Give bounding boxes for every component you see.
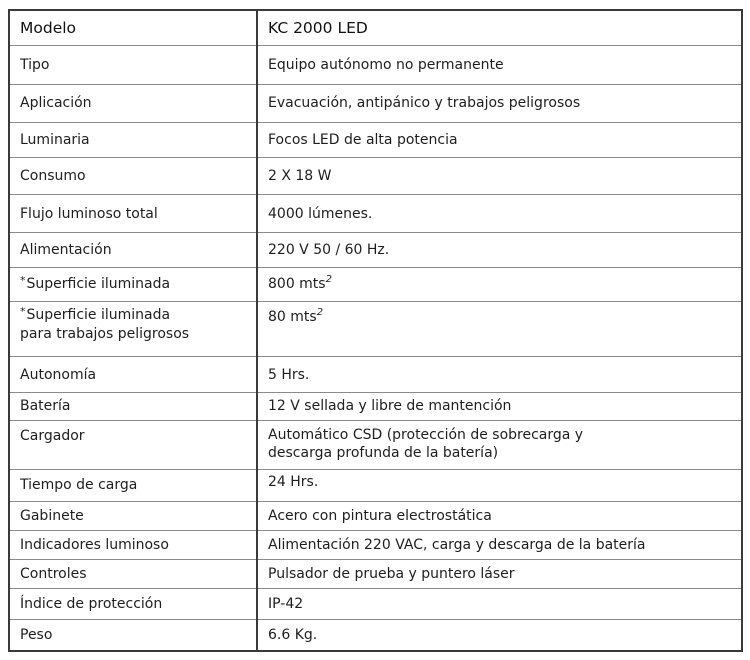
spec-label-text: Tipo (20, 57, 50, 74)
asterisk-mark: * (20, 305, 26, 319)
spec-label (9, 559, 257, 588)
table-row (9, 392, 742, 420)
table-row (9, 157, 742, 194)
spec-value (257, 392, 742, 420)
spec-value-text: 12 V sellada y libre de mantención (268, 398, 512, 415)
spec-value (257, 501, 742, 530)
spec-label-text: Indicadores luminoso (20, 536, 169, 553)
spec-value (257, 559, 742, 588)
spec-label (9, 10, 257, 45)
spec-label-text: Peso (20, 627, 53, 644)
spec-label (9, 268, 257, 302)
table-row (9, 420, 742, 469)
spec-label-text: Batería (20, 398, 71, 415)
header-row (9, 10, 742, 45)
spec-value (257, 420, 742, 469)
spec-value (257, 232, 742, 267)
spec-value (257, 195, 742, 232)
spec-label-text-line2: para trabajos peligrosos (20, 326, 190, 343)
table-row (9, 501, 742, 530)
spec-value-text-line2: descarga profunda de la batería) (268, 444, 499, 461)
spec-label (9, 420, 257, 469)
spec-value (257, 469, 742, 501)
spec-value (257, 530, 742, 559)
table-row (9, 268, 742, 302)
table-row (9, 45, 742, 84)
spec-label-text: Índice de protección (20, 596, 163, 613)
superscript: 2 (325, 273, 332, 285)
spec-label-text: Alimentación (20, 241, 112, 258)
table-row (9, 232, 742, 267)
spec-value (257, 620, 742, 651)
superscript: 2 (316, 307, 324, 319)
spec-value (257, 268, 742, 302)
spec-value-text: 4000 lúmenes. (268, 205, 373, 222)
spec-label-text: Superficie iluminada (26, 276, 171, 293)
spec-value (257, 302, 742, 357)
spec-label (9, 530, 257, 559)
table-row (9, 357, 742, 392)
table-row (9, 195, 742, 232)
table-row (9, 122, 742, 157)
spec-value-text: 5 Hrs. (268, 366, 310, 383)
table-row (9, 620, 742, 651)
spec-value-text: 6.6 Kg. (268, 627, 318, 644)
spec-label-text: Luminaria (20, 131, 90, 148)
spec-value (257, 10, 742, 45)
spec-value-text: Equipo autónomo no permanente (268, 57, 504, 74)
spec-value-text: KC 2000 LED (268, 18, 368, 37)
spec-value (257, 45, 742, 84)
spec-value (257, 589, 742, 620)
spec-value-text: Automático CSD (protección de sobrecarga y (268, 426, 584, 443)
spec-value (257, 357, 742, 392)
spec-label-text: Modelo (20, 18, 77, 37)
table-row (9, 469, 742, 501)
spec-label (9, 392, 257, 420)
spec-value-text: 220 V 50 / 60 Hz. (268, 241, 390, 258)
spec-value-text: Focos LED de alta potencia (268, 131, 458, 148)
spec-label (9, 157, 257, 194)
spec-label-text: Consumo (20, 168, 86, 185)
table-row (9, 559, 742, 588)
spec-label-text: Superficie iluminada (26, 307, 171, 324)
table-row (9, 302, 742, 357)
spec-label (9, 357, 257, 392)
table-row (9, 589, 742, 620)
spec-value-text: 24 Hrs. (268, 473, 319, 490)
spec-label (9, 122, 257, 157)
spec-label (9, 620, 257, 651)
spec-value-text: Alimentación 220 VAC, carga y descarga de la batería (268, 536, 646, 553)
spec-label (9, 195, 257, 232)
spec-value-text: Acero con pintura electrostática (268, 507, 492, 524)
spec-label-text: Tiempo de carga (20, 477, 138, 494)
table-row (9, 85, 742, 122)
spec-label (9, 302, 257, 357)
spec-value-text: 80 mts (268, 309, 317, 326)
spec-label-text: Flujo luminoso total (20, 205, 158, 222)
spec-label (9, 501, 257, 530)
table-row (9, 530, 742, 559)
spec-label (9, 469, 257, 501)
spec-table (8, 9, 743, 652)
spec-label-text: Controles (20, 565, 87, 582)
spec-value-text: IP-42 (268, 596, 304, 613)
spec-value-text: 2 X 18 W (268, 168, 332, 185)
spec-label-text: Autonomía (20, 366, 97, 383)
asterisk-mark: * (20, 274, 26, 288)
spec-value (257, 122, 742, 157)
spec-value (257, 157, 742, 194)
spec-label (9, 85, 257, 122)
spec-label (9, 589, 257, 620)
spec-value-text: Pulsador de prueba y puntero láser (268, 565, 515, 582)
spec-label-text: Aplicación (20, 95, 92, 112)
spec-label (9, 232, 257, 267)
spec-value-text: 800 mts (268, 275, 326, 292)
spec-label-text: Cargador (20, 427, 85, 444)
spec-label (9, 45, 257, 84)
spec-value (257, 85, 742, 122)
spec-label-text: Gabinete (20, 507, 84, 524)
spec-value-text: Evacuación, antipánico y trabajos peligrosos (268, 95, 581, 112)
